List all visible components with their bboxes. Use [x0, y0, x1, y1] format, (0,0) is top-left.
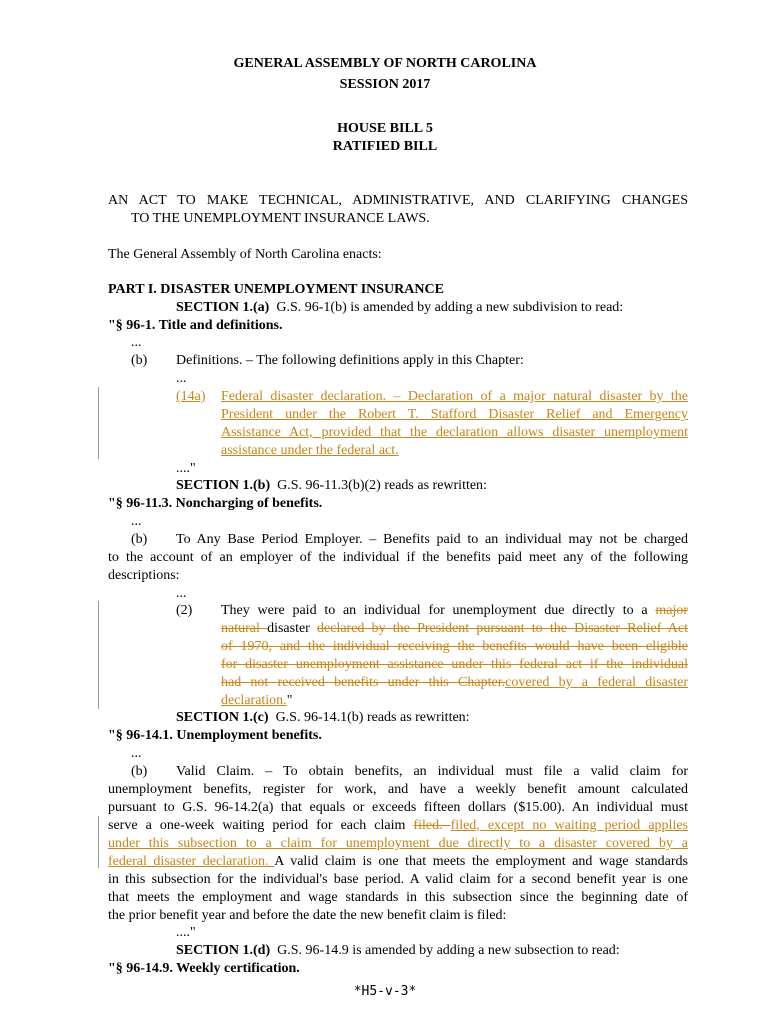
deleted-text: for disaster unemployment assistance under this federal act if the individual — [221, 657, 688, 672]
section-text: G.S. 96-11.3(b)(2) reads as rewritten: — [277, 478, 487, 493]
section-1c — [176, 709, 470, 727]
ellipsis: ... — [176, 371, 187, 386]
subsection-text: Valid Claim. – To obtain benefits, an individual must file a valid claim for — [176, 764, 688, 779]
change-bar — [98, 601, 99, 709]
inserted-text: under this subsection to a claim for unemployment due directly to a disaster covered by a — [108, 836, 688, 851]
section-1d — [176, 942, 620, 960]
change-bar — [98, 387, 99, 459]
inserted-text: federal disaster declaration. — [108, 854, 275, 869]
closing-quote: ...." — [176, 925, 196, 940]
subsection-number: (b) — [131, 353, 148, 368]
section-text: G.S. 96-14.9 is amended by adding a new subsection to read: — [277, 943, 620, 958]
deleted-text: filed. — [413, 818, 451, 833]
inserted-text: filed, except no waiting period applies — [450, 818, 689, 833]
ellipsis: ... — [131, 746, 142, 761]
enacting-clause: The General Assembly of North Carolina enacts: — [108, 247, 382, 262]
subdivision-number: (14a) — [176, 389, 206, 404]
amended-line — [221, 692, 292, 710]
body-text: disaster — [267, 621, 318, 636]
body-text: descriptions: — [108, 568, 180, 583]
section-label: SECTION 1.(d) — [176, 943, 271, 958]
inserted-text: declaration. — [221, 693, 287, 708]
doc-header-status: RATIFIED BILL — [332, 139, 438, 154]
section-text: G.S. 96-1(b) is amended by adding a new subdivision to read: — [276, 300, 624, 315]
amended-line — [221, 620, 688, 638]
section-1b — [176, 477, 487, 495]
deleted-text: of 1970, and the individual receiving the benefits would have been eligible — [221, 639, 688, 654]
amended-line — [108, 853, 688, 871]
closing-quote: ...." — [176, 461, 196, 476]
statute-heading: "§ 96-1. Title and definitions. — [108, 318, 283, 333]
subsection-number: (b) — [131, 764, 148, 779]
body-text: in this subsection for the individual's base period. A valid claim for a second benefit year is one — [108, 872, 688, 887]
amended-line — [221, 674, 688, 692]
body-text: unemployment benefits, register for work, and have a weekly benefit amount calculated — [108, 782, 688, 797]
body-text: serve a one-week waiting period for each claim — [108, 818, 414, 833]
section-1a — [176, 299, 623, 317]
section-text: G.S. 96-14.1(b) reads as rewritten: — [275, 710, 470, 725]
statute-heading: "§ 96-11.3. Noncharging of benefits. — [108, 496, 323, 511]
section-label: SECTION 1.(a) — [176, 300, 270, 315]
closing-quote: " — [286, 693, 293, 708]
inserted-text: covered by a federal disaster — [505, 675, 688, 690]
deleted-text: major — [655, 603, 688, 618]
body-text: They were paid to an individual for unemployment due directly to a — [221, 603, 656, 618]
subdivision-number: (2) — [176, 603, 193, 618]
act-title-line2: TO THE UNEMPLOYMENT INSURANCE LAWS. — [131, 211, 430, 226]
deleted-text: declared by the President pursuant to the Disaster Relief Act — [317, 621, 688, 636]
subsection-text: Definitions. – The following definitions apply in this Chapter: — [176, 353, 524, 368]
section-label: SECTION 1.(b) — [176, 478, 271, 493]
ellipsis: ... — [131, 335, 142, 350]
amended-line — [221, 602, 688, 620]
subsection-text: To Any Base Period Employer. – Benefits paid to an individual may not be charged — [176, 532, 688, 547]
doc-header-assembly: GENERAL ASSEMBLY OF NORTH CAROLINA — [233, 56, 537, 71]
body-text: pursuant to G.S. 96-14.2(a) that equals or exceeds fifteen dollars ($15.00). An individual must — [108, 800, 688, 815]
statute-heading: "§ 96-14.1. Unemployment benefits. — [108, 728, 322, 743]
body-text: the prior benefit year and before the date the new benefit claim is filed: — [108, 908, 507, 923]
deleted-text: natural — [221, 621, 268, 636]
doc-header-session: SESSION 2017 — [339, 77, 431, 92]
doc-header-bill: HOUSE BILL 5 — [337, 121, 433, 136]
ellipsis: ... — [131, 514, 142, 529]
body-text: that meets the employment and wage standards in this subsection since the beginning date of — [108, 890, 688, 905]
body-text: A valid claim is one that meets the employment and wage standards — [274, 854, 688, 869]
subsection-number: (b) — [131, 532, 148, 547]
inserted-text: Assistance Act, provided that the declaration allows disaster unemployment — [221, 425, 688, 440]
inserted-text: Federal disaster declaration. – Declaration of a major natural disaster by the — [221, 389, 688, 404]
deleted-text: had not received benefits under this Chapter. — [221, 675, 506, 690]
amended-line — [108, 817, 688, 835]
act-title-line1: AN ACT TO MAKE TECHNICAL, ADMINISTRATIVE, AND CLARIFYING CHANGES — [108, 193, 688, 208]
inserted-text: President under the Robert T. Stafford Disaster Relief and Emergency — [221, 407, 688, 422]
part-heading: PART I. DISASTER UNEMPLOYMENT INSURANCE — [108, 282, 444, 297]
inserted-text: assistance under the federal act. — [221, 443, 399, 458]
ellipsis: ... — [176, 586, 187, 601]
body-text: to the account of an employer of the individual if the benefits paid meet any of the following — [108, 550, 688, 565]
statute-heading: "§ 96-14.9. Weekly certification. — [108, 961, 300, 976]
section-label: SECTION 1.(c) — [176, 710, 269, 725]
page-footer-code: *H5-v-3* — [353, 984, 417, 999]
change-bar — [98, 816, 99, 868]
